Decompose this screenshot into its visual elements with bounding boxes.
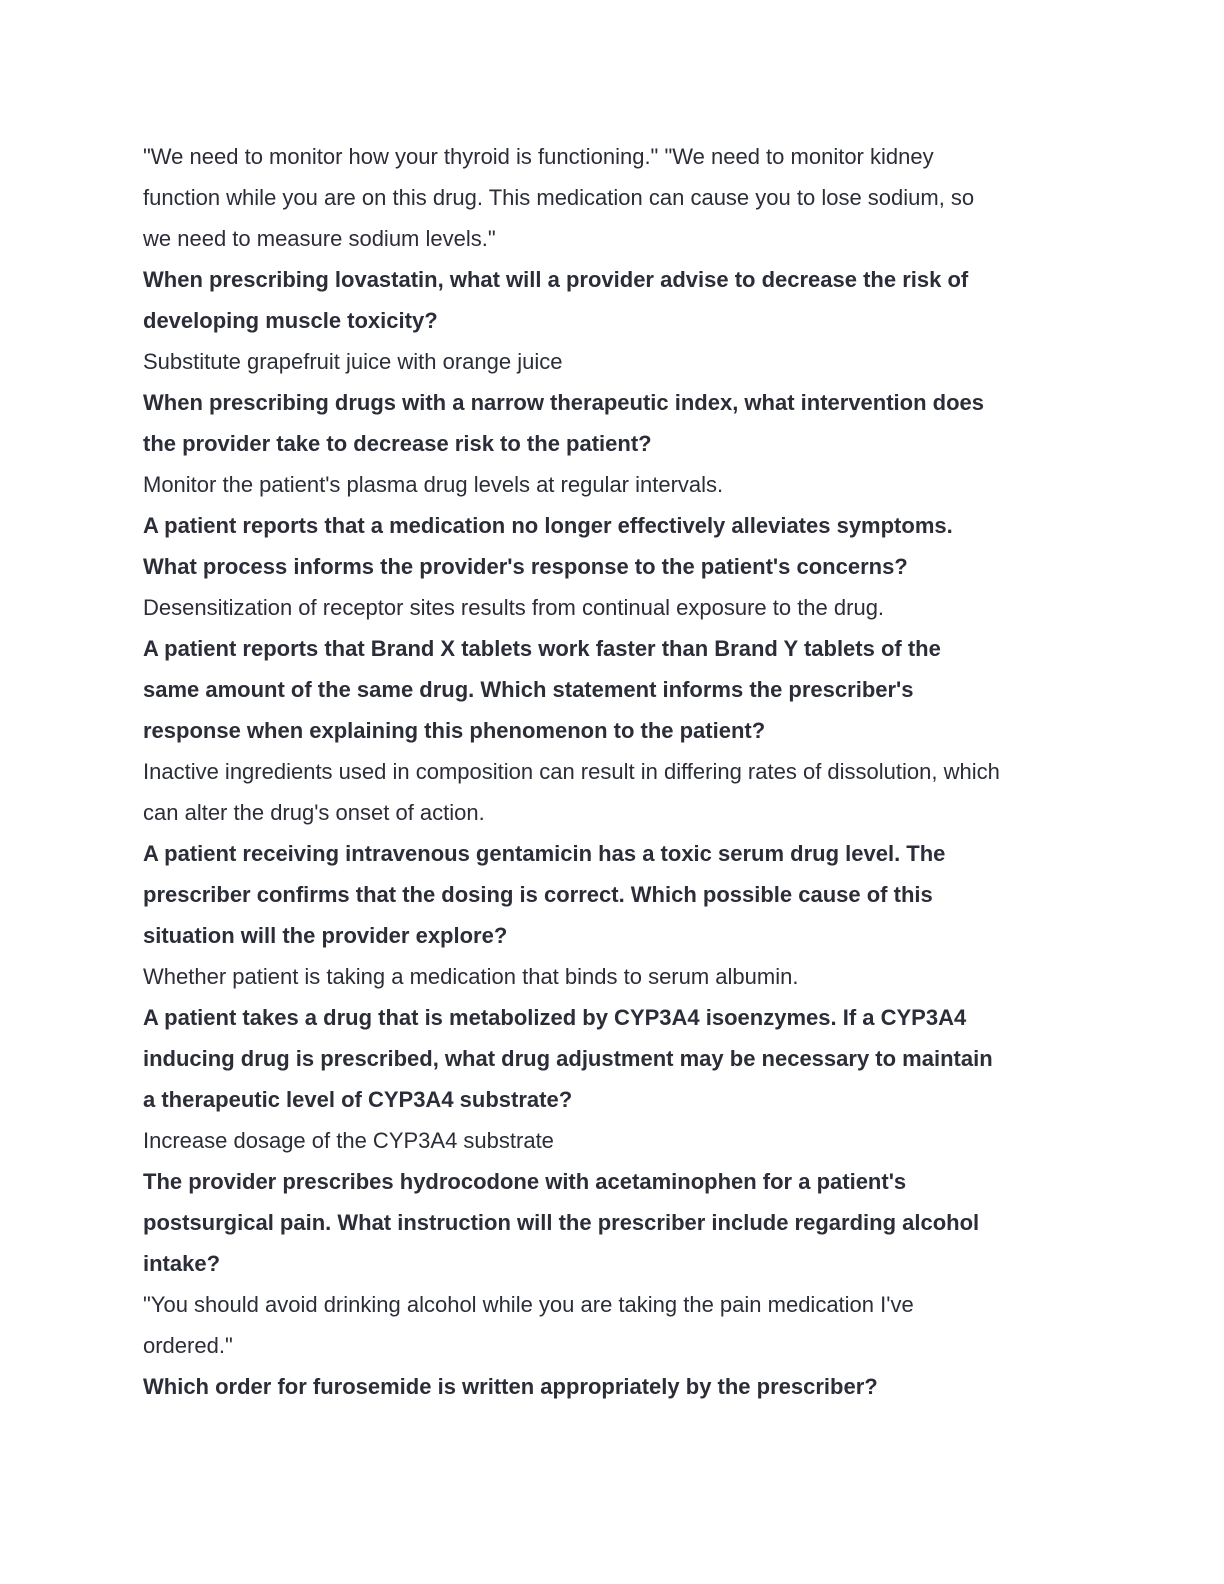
text-line: Inactive ingredients used in composition can result in differing rates of dissolution, which [143,759,1000,784]
text-line: Monitor the patient's plasma drug levels at regular intervals. [143,472,724,497]
text-line: prescriber confirms that the dosing is correct. Which possible cause of this [143,882,933,907]
text-line: developing muscle toxicity? [143,308,438,333]
text-line: A patient reports that a medication no longer effectively alleviates symptoms. [143,513,953,538]
text-line: A patient reports that Brand X tablets work faster than Brand Y tablets of the [143,636,941,661]
text-line: inducing drug is prescribed, what drug adjustment may be necessary to maintain [143,1046,993,1071]
question-text [143,1366,1083,1407]
text-line: same amount of the same drug. Which statement informs the prescriber's [143,677,914,702]
answer-text [143,464,1083,505]
text-line: When prescribing lovastatin, what will a provider advise to decrease the risk of [143,267,969,292]
answer-text [143,587,1083,628]
text-line: Whether patient is taking a medication that binds to serum albumin. [143,964,799,989]
answer-text [143,956,1083,997]
question-text [143,505,1083,587]
question-text [143,997,1083,1120]
text-line: Increase dosage of the CYP3A4 substrate [143,1128,554,1153]
document-page [143,136,1083,1407]
text-line: Substitute grapefruit juice with orange juice [143,349,563,374]
text-line: function while you are on this drug. This medication can cause you to lose sodium, so [143,185,975,210]
text-line: What process informs the provider's response to the patient's concerns? [143,554,908,579]
question-text [143,382,1083,464]
question-text [143,628,1083,751]
answer-text [143,1284,1083,1366]
text-line: we need to measure sodium levels." [143,226,496,251]
text-line: postsurgical pain. What instruction will the prescriber include regarding alcohol [143,1210,980,1235]
text-line: intake? [143,1251,221,1276]
answer-text [143,136,1083,259]
text-line: "We need to monitor how your thyroid is functioning." "We need to monitor kidney [143,144,934,169]
question-text [143,1161,1083,1284]
text-line: ordered." [143,1333,233,1358]
text-line: a therapeutic level of CYP3A4 substrate? [143,1087,573,1112]
text-line: Which order for furosemide is written appropriately by the prescriber? [143,1374,878,1399]
text-line: can alter the drug's onset of action. [143,800,485,825]
text-line: situation will the provider explore? [143,923,508,948]
text-line: When prescribing drugs with a narrow therapeutic index, what intervention does [143,390,985,415]
answer-text [143,1120,1083,1161]
question-text [143,259,1083,341]
text-line: A patient takes a drug that is metabolized by CYP3A4 isoenzymes. If a CYP3A4 [143,1005,967,1030]
text-line: "You should avoid drinking alcohol while you are taking the pain medication I've [143,1292,914,1317]
answer-text [143,751,1083,833]
answer-text [143,341,1083,382]
text-line: The provider prescribes hydrocodone with acetaminophen for a patient's [143,1169,907,1194]
text-line: A patient receiving intravenous gentamicin has a toxic serum drug level. The [143,841,946,866]
text-line: the provider take to decrease risk to the patient? [143,431,652,456]
text-line: Desensitization of receptor sites results from continual exposure to the drug. [143,595,885,620]
text-line: response when explaining this phenomenon to the patient? [143,718,766,743]
question-text [143,833,1083,956]
